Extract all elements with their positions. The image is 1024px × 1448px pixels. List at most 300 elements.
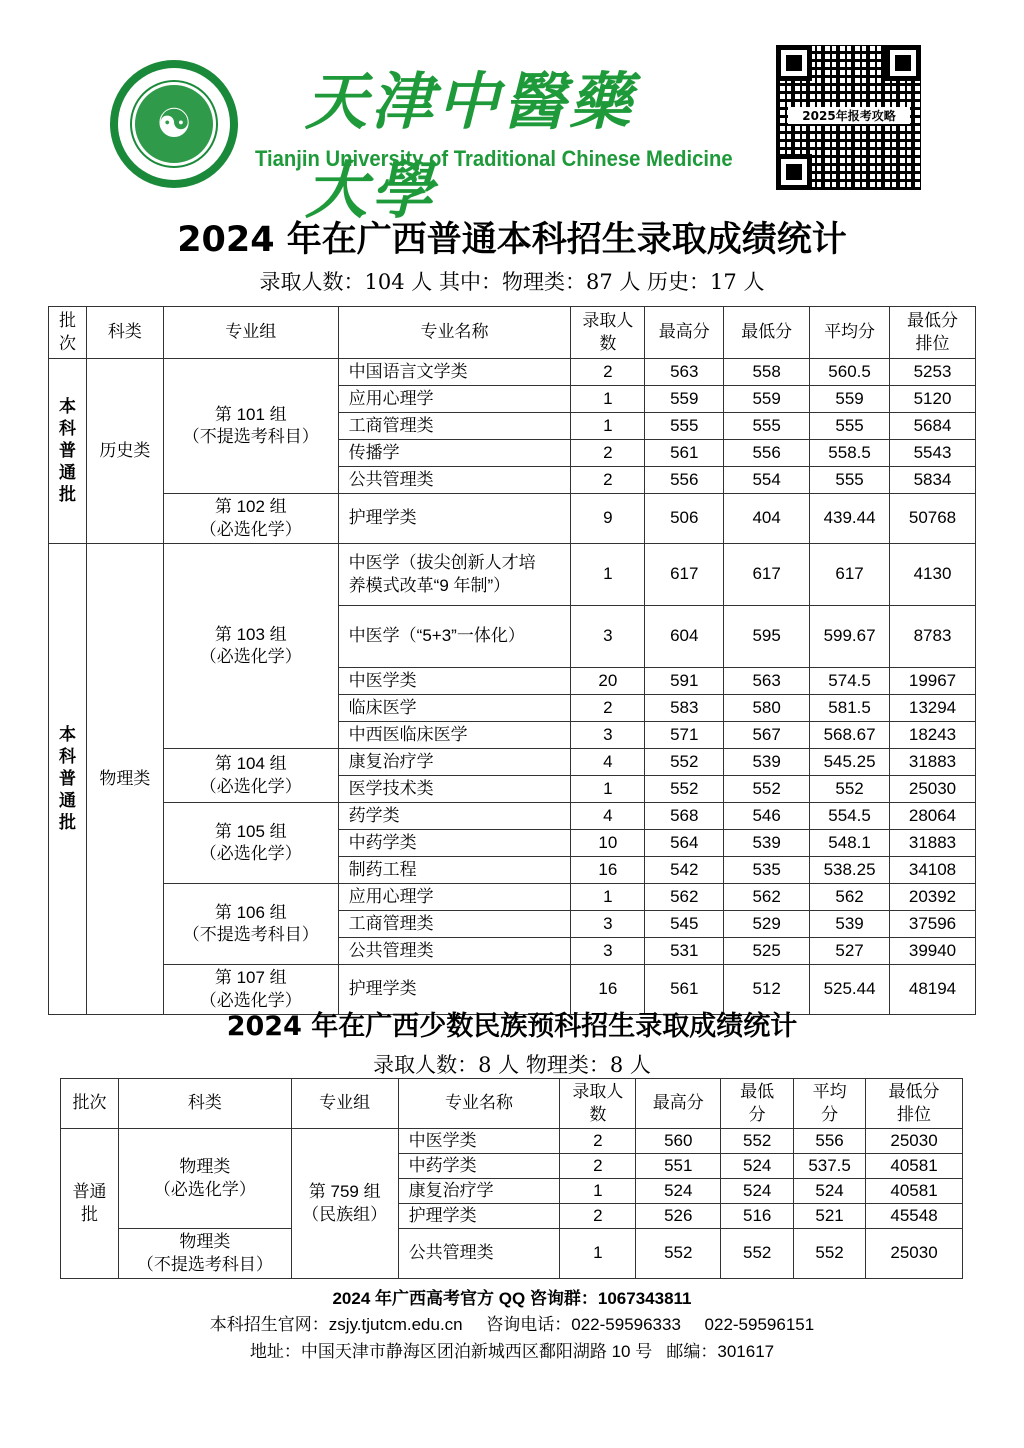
column-header-text: 最高分 xyxy=(652,1093,704,1113)
min-score-text: 552 xyxy=(752,778,781,798)
admitted-count-text: 4 xyxy=(603,751,613,771)
admitted-count xyxy=(571,359,645,386)
column-header-text: 平均分 xyxy=(812,1082,847,1124)
admitted-count-text: 1 xyxy=(593,1180,603,1200)
major-name-text: 公共管理类 xyxy=(408,1243,494,1263)
minority-title: 2024 年在广西少数民族预科招生录取成绩统计 xyxy=(226,1011,798,1042)
major-name xyxy=(338,830,571,857)
min-score-text: 554 xyxy=(752,469,781,489)
avg-score-text: 599.67 xyxy=(823,626,876,646)
min-score xyxy=(724,440,810,467)
major-name-text: 公共管理类 xyxy=(348,940,434,960)
min-score-text: 580 xyxy=(752,697,781,717)
avg-score xyxy=(794,1129,866,1154)
major-name-text: 中医学（拔尖创新人才培养模式改革“9 年制”） xyxy=(348,553,536,595)
max-score-text: 564 xyxy=(670,832,699,852)
column-header xyxy=(291,1079,398,1129)
min-score-text: 539 xyxy=(752,832,781,852)
group-cell xyxy=(163,749,338,803)
qr-code[interactable] xyxy=(776,45,921,190)
min-rank xyxy=(866,1154,963,1179)
column-header-text: 最低分排位 xyxy=(888,1082,940,1124)
min-rank xyxy=(890,776,976,803)
min-rank-text: 31883 xyxy=(908,832,957,852)
group-cell xyxy=(163,884,338,965)
admitted-count-text: 2 xyxy=(593,1155,603,1175)
major-name xyxy=(398,1129,560,1154)
major-name-text: 中药学类 xyxy=(348,832,417,852)
column-header xyxy=(163,307,338,359)
max-score-text: 561 xyxy=(670,979,699,999)
min-rank xyxy=(890,911,976,938)
min-score xyxy=(724,911,810,938)
footer-qq-group: 2024 年广西高考官方 QQ 咨询群：1067343811 xyxy=(332,1289,692,1308)
major-name-text: 中药学类 xyxy=(408,1155,477,1175)
avg-score xyxy=(810,668,890,695)
major-name-text: 工商管理类 xyxy=(348,415,434,435)
min-rank-text: 5253 xyxy=(913,361,952,381)
column-header xyxy=(118,1079,291,1129)
main-admission-table xyxy=(48,306,976,1015)
qr-label: 2025年报考攻略 xyxy=(788,107,910,124)
table-row xyxy=(49,749,976,776)
min-rank-text: 13294 xyxy=(908,697,957,717)
min-rank xyxy=(866,1204,963,1229)
min-rank-text: 48194 xyxy=(908,979,957,999)
major-name-text: 制药工程 xyxy=(348,859,417,879)
min-rank-text: 25030 xyxy=(890,1243,938,1263)
max-score-text: 542 xyxy=(670,859,699,879)
admitted-count-text: 3 xyxy=(603,913,613,933)
max-score-text: 571 xyxy=(670,724,699,744)
avg-score-text: 617 xyxy=(835,564,864,584)
max-score-text: 552 xyxy=(664,1243,693,1263)
admitted-count-text: 2 xyxy=(603,469,613,489)
table-row xyxy=(49,884,976,911)
avg-score xyxy=(810,440,890,467)
table-row xyxy=(61,1229,963,1279)
group-cell-text: 第 101 组 （不提选考科目） xyxy=(182,404,319,446)
major-name xyxy=(398,1204,560,1229)
min-rank xyxy=(890,938,976,965)
avg-score xyxy=(810,359,890,386)
avg-score-text: 555 xyxy=(835,469,864,489)
major-name xyxy=(338,857,571,884)
major-name xyxy=(338,494,571,544)
column-header-text: 专业组 xyxy=(225,322,277,342)
major-name-text: 护理学类 xyxy=(348,508,417,528)
max-score xyxy=(645,911,724,938)
max-score xyxy=(645,359,724,386)
avg-score xyxy=(810,467,890,494)
min-rank-text: 34108 xyxy=(908,859,957,879)
column-header-text: 批次 xyxy=(58,311,76,353)
min-rank xyxy=(890,722,976,749)
min-rank-text: 45548 xyxy=(890,1205,938,1225)
avg-score xyxy=(810,776,890,803)
min-rank xyxy=(890,857,976,884)
category-cell-text: 物理类 （不提选考科目） xyxy=(136,1232,273,1274)
main-title: 2024 年在广西普通本科招生录取成绩统计 xyxy=(177,220,847,260)
major-name xyxy=(338,359,571,386)
max-score-text: 583 xyxy=(670,697,699,717)
max-score xyxy=(645,695,724,722)
min-rank xyxy=(890,606,976,668)
university-name-cn: 天津中醫藥大學 xyxy=(305,65,636,227)
min-score xyxy=(721,1129,794,1154)
column-header-text: 平均分 xyxy=(824,322,876,342)
min-rank-text: 5834 xyxy=(913,469,952,489)
min-rank xyxy=(866,1179,963,1204)
max-score xyxy=(645,722,724,749)
avg-score-text: 574.5 xyxy=(828,670,871,690)
major-name-text: 康复治疗学 xyxy=(408,1180,494,1200)
min-score-text: 567 xyxy=(752,724,781,744)
avg-score-text: 552 xyxy=(835,778,864,798)
min-score xyxy=(721,1229,794,1279)
batch-cell xyxy=(61,1129,119,1279)
major-name xyxy=(338,440,571,467)
admitted-count xyxy=(571,749,645,776)
avg-score-text: 439.44 xyxy=(823,508,876,528)
table-header-row xyxy=(61,1079,963,1129)
avg-score-text: 527 xyxy=(835,940,864,960)
avg-score-text: 581.5 xyxy=(828,697,871,717)
min-rank-text: 50768 xyxy=(908,508,957,528)
avg-score-text: 545.25 xyxy=(823,751,876,771)
min-score-text: 558 xyxy=(752,361,781,381)
admitted-count xyxy=(571,938,645,965)
column-header xyxy=(571,307,645,359)
admitted-count-text: 2 xyxy=(603,361,613,381)
group-cell-text: 第 107 组 （必选化学） xyxy=(199,968,302,1010)
major-name xyxy=(398,1154,560,1179)
min-score xyxy=(724,938,810,965)
table-header-row xyxy=(49,307,976,359)
major-name xyxy=(338,695,571,722)
avg-score-text: 558.5 xyxy=(828,442,871,462)
min-score xyxy=(724,857,810,884)
max-score xyxy=(645,776,724,803)
max-score xyxy=(636,1154,721,1179)
max-score xyxy=(645,830,724,857)
avg-score xyxy=(810,722,890,749)
major-name-text: 应用心理学 xyxy=(348,886,434,906)
admitted-count-text: 2 xyxy=(603,442,613,462)
min-rank-text: 37596 xyxy=(908,913,957,933)
min-rank xyxy=(866,1229,963,1279)
avg-score-text: 552 xyxy=(815,1243,844,1263)
batch-cell xyxy=(49,359,87,544)
max-score-text: 545 xyxy=(670,913,699,933)
max-score-text: 552 xyxy=(670,778,699,798)
avg-score-text: 524 xyxy=(815,1180,844,1200)
column-header xyxy=(724,307,810,359)
major-name xyxy=(338,606,571,668)
max-score xyxy=(645,749,724,776)
major-name xyxy=(338,544,571,606)
max-score-text: 524 xyxy=(664,1180,693,1200)
min-score xyxy=(724,668,810,695)
avg-score xyxy=(810,386,890,413)
min-rank-text: 8783 xyxy=(913,626,952,646)
max-score-text: 561 xyxy=(670,442,699,462)
avg-score xyxy=(810,413,890,440)
min-rank xyxy=(890,544,976,606)
major-name xyxy=(338,776,571,803)
max-score xyxy=(645,413,724,440)
column-header-text: 批次 xyxy=(72,1093,107,1113)
min-score xyxy=(724,830,810,857)
min-score xyxy=(724,494,810,544)
min-score-text: 555 xyxy=(752,415,781,435)
group-cell-text: 第 759 组 （民族组） xyxy=(302,1182,388,1224)
min-score xyxy=(724,695,810,722)
max-score-text: 560 xyxy=(664,1130,693,1150)
admitted-count-text: 2 xyxy=(603,697,613,717)
column-header-text: 科类 xyxy=(107,322,142,342)
admitted-count-text: 1 xyxy=(603,415,613,435)
university-name-en: Tianjin University of Traditional Chinese Medicine xyxy=(255,146,733,171)
column-header-text: 专业名称 xyxy=(445,1093,514,1113)
admitted-count-text: 20 xyxy=(598,670,618,690)
admitted-count xyxy=(571,386,645,413)
major-name-text: 中医学（“5+3”一体化） xyxy=(348,626,525,646)
min-rank xyxy=(890,830,976,857)
major-name-text: 康复治疗学 xyxy=(348,751,434,771)
min-score-text: 524 xyxy=(742,1155,772,1175)
column-header-text: 专业名称 xyxy=(420,322,489,342)
admitted-count-text: 2 xyxy=(593,1130,603,1150)
min-rank xyxy=(890,695,976,722)
major-name xyxy=(398,1179,560,1204)
max-score-text: 552 xyxy=(670,751,699,771)
main-subtitle: 录取人数：104 人 其中：物理类：87 人 历史：17 人 xyxy=(259,270,765,294)
category-cell xyxy=(86,544,163,1015)
group-cell xyxy=(163,544,338,749)
min-score-text: 562 xyxy=(752,886,781,906)
minority-admission-table xyxy=(60,1078,963,1279)
min-rank xyxy=(890,668,976,695)
column-header xyxy=(890,307,976,359)
max-score-text: 591 xyxy=(670,670,699,690)
admitted-count-text: 10 xyxy=(598,832,618,852)
major-name-text: 中医学类 xyxy=(348,670,417,690)
min-rank-text: 40581 xyxy=(890,1155,938,1175)
min-score-text: 524 xyxy=(742,1180,772,1200)
admitted-count xyxy=(571,911,645,938)
min-rank-text: 5120 xyxy=(913,388,952,408)
major-name xyxy=(338,884,571,911)
major-name-text: 护理学类 xyxy=(408,1205,477,1225)
min-score-text: 546 xyxy=(752,805,781,825)
avg-score xyxy=(794,1179,866,1204)
major-name xyxy=(338,911,571,938)
major-name-text: 临床医学 xyxy=(348,697,417,717)
major-name-text: 药学类 xyxy=(348,805,400,825)
avg-score xyxy=(810,494,890,544)
admitted-count xyxy=(571,884,645,911)
column-header xyxy=(866,1079,963,1129)
avg-score-text: 538.25 xyxy=(823,859,876,879)
table-row xyxy=(49,494,976,544)
admitted-count xyxy=(560,1154,636,1179)
footer-website-phone: 本科招生官网：zsjy.tjutcm.edu.cn 咨询电话：022-59596333 022-59596151 xyxy=(209,1315,815,1334)
column-header xyxy=(49,307,87,359)
avg-score xyxy=(810,803,890,830)
major-name xyxy=(338,938,571,965)
min-score-text: 552 xyxy=(742,1243,772,1263)
max-score xyxy=(645,606,724,668)
group-cell-text: 第 102 组 （必选化学） xyxy=(199,497,302,539)
batch-cell-text: 本科普通批 xyxy=(58,724,76,833)
avg-score xyxy=(794,1204,866,1229)
column-header-text: 最高分 xyxy=(658,322,710,342)
avg-score xyxy=(810,938,890,965)
max-score-text: 562 xyxy=(670,886,699,906)
avg-score xyxy=(810,884,890,911)
max-score-text: 531 xyxy=(670,940,699,960)
min-rank-text: 31883 xyxy=(908,751,957,771)
group-cell xyxy=(291,1129,398,1279)
batch-cell-text: 本科普通批 xyxy=(58,396,76,505)
column-header-text: 科类 xyxy=(187,1093,222,1113)
avg-score-text: 556 xyxy=(815,1130,844,1150)
admitted-count-text: 16 xyxy=(598,859,618,879)
major-name xyxy=(338,722,571,749)
group-cell-text: 第 103 组 （必选化学） xyxy=(199,624,302,666)
max-score xyxy=(645,668,724,695)
table-row xyxy=(61,1129,963,1154)
major-name xyxy=(338,749,571,776)
min-score-text: 525 xyxy=(752,940,781,960)
column-header xyxy=(810,307,890,359)
max-score-text: 506 xyxy=(670,508,699,528)
avg-score-text: 555 xyxy=(835,415,864,435)
min-score-text: 559 xyxy=(752,388,781,408)
admitted-count xyxy=(571,722,645,749)
avg-score xyxy=(794,1154,866,1179)
admitted-count xyxy=(560,1229,636,1279)
max-score xyxy=(645,544,724,606)
group-cell-text: 第 105 组 （必选化学） xyxy=(199,821,302,863)
avg-score-text: 548.1 xyxy=(828,832,871,852)
max-score xyxy=(645,938,724,965)
min-score-text: 539 xyxy=(752,751,781,771)
column-header xyxy=(61,1079,119,1129)
group-cell xyxy=(163,359,338,494)
min-rank-text: 4130 xyxy=(913,564,952,584)
min-score-text: 535 xyxy=(752,859,781,879)
column-header-text: 录取人数 xyxy=(572,1082,624,1124)
avg-score-text: 554.5 xyxy=(828,805,871,825)
min-score xyxy=(724,803,810,830)
avg-score-text: 560.5 xyxy=(828,361,871,381)
min-score-text: 516 xyxy=(742,1205,772,1225)
admitted-count-text: 3 xyxy=(603,724,613,744)
avg-score xyxy=(810,857,890,884)
min-score xyxy=(724,749,810,776)
min-rank-text: 5684 xyxy=(913,415,952,435)
min-score-text: 404 xyxy=(752,508,781,528)
category-cell xyxy=(118,1129,291,1229)
max-score xyxy=(645,884,724,911)
avg-score-text: 568.67 xyxy=(823,724,876,744)
min-rank xyxy=(890,494,976,544)
min-rank-text: 19967 xyxy=(908,670,957,690)
admitted-count-text: 3 xyxy=(603,626,613,646)
min-score-text: 617 xyxy=(752,564,781,584)
max-score-text: 617 xyxy=(670,564,699,584)
min-rank-text: 25030 xyxy=(908,778,957,798)
min-score-text: 529 xyxy=(752,913,781,933)
avg-score-text: 539 xyxy=(835,913,864,933)
min-rank-text: 25030 xyxy=(890,1130,938,1150)
min-score-text: 512 xyxy=(752,979,781,999)
max-score-text: 559 xyxy=(670,388,699,408)
admitted-count-text: 9 xyxy=(603,508,613,528)
max-score-text: 556 xyxy=(670,469,699,489)
max-score xyxy=(636,1229,721,1279)
major-name-text: 中国语言文学类 xyxy=(348,361,468,381)
avg-score xyxy=(810,830,890,857)
admitted-count xyxy=(571,440,645,467)
max-score xyxy=(645,803,724,830)
max-score xyxy=(636,1204,721,1229)
admitted-count xyxy=(571,544,645,606)
min-rank xyxy=(890,359,976,386)
table-row xyxy=(49,803,976,830)
major-name-text: 传播学 xyxy=(348,442,400,462)
admitted-count-text: 1 xyxy=(603,564,613,584)
avg-score-text: 559 xyxy=(835,388,864,408)
min-rank xyxy=(890,749,976,776)
avg-score xyxy=(810,606,890,668)
group-cell-text: 第 106 组 （不提选考科目） xyxy=(182,902,319,944)
admitted-count xyxy=(571,776,645,803)
avg-score-text: 562 xyxy=(835,886,864,906)
column-header xyxy=(398,1079,560,1129)
admitted-count-text: 1 xyxy=(603,886,613,906)
major-name-text: 中西医临床医学 xyxy=(348,724,468,744)
min-score xyxy=(724,776,810,803)
column-header xyxy=(721,1079,794,1129)
min-rank xyxy=(890,386,976,413)
footer-address: 地址：中国天津市静海区团泊新城西区鄱阳湖路 10 号 邮编：301617 xyxy=(249,1342,775,1361)
major-name-text: 应用心理学 xyxy=(348,388,434,408)
admitted-count-text: 4 xyxy=(603,805,613,825)
batch-cell xyxy=(49,544,87,1015)
max-score-text: 563 xyxy=(670,361,699,381)
min-score xyxy=(724,544,810,606)
admitted-count-text: 1 xyxy=(593,1243,603,1263)
minority-subtitle: 录取人数：8 人 物理类：8 人 xyxy=(373,1053,651,1077)
avg-score xyxy=(810,695,890,722)
university-seal-logo: ☯ xyxy=(110,60,238,188)
avg-score-text: 525.44 xyxy=(823,979,876,999)
category-cell-text: 物理类 xyxy=(99,768,151,788)
avg-score-text: 537.5 xyxy=(808,1155,851,1175)
admitted-count xyxy=(571,668,645,695)
group-cell-text: 第 104 组 （必选化学） xyxy=(199,754,302,796)
min-score xyxy=(724,606,810,668)
min-score xyxy=(724,413,810,440)
min-rank-text: 39940 xyxy=(908,940,957,960)
admitted-count xyxy=(571,494,645,544)
admitted-count xyxy=(571,413,645,440)
max-score xyxy=(645,494,724,544)
category-cell-text: 历史类 xyxy=(99,440,151,460)
